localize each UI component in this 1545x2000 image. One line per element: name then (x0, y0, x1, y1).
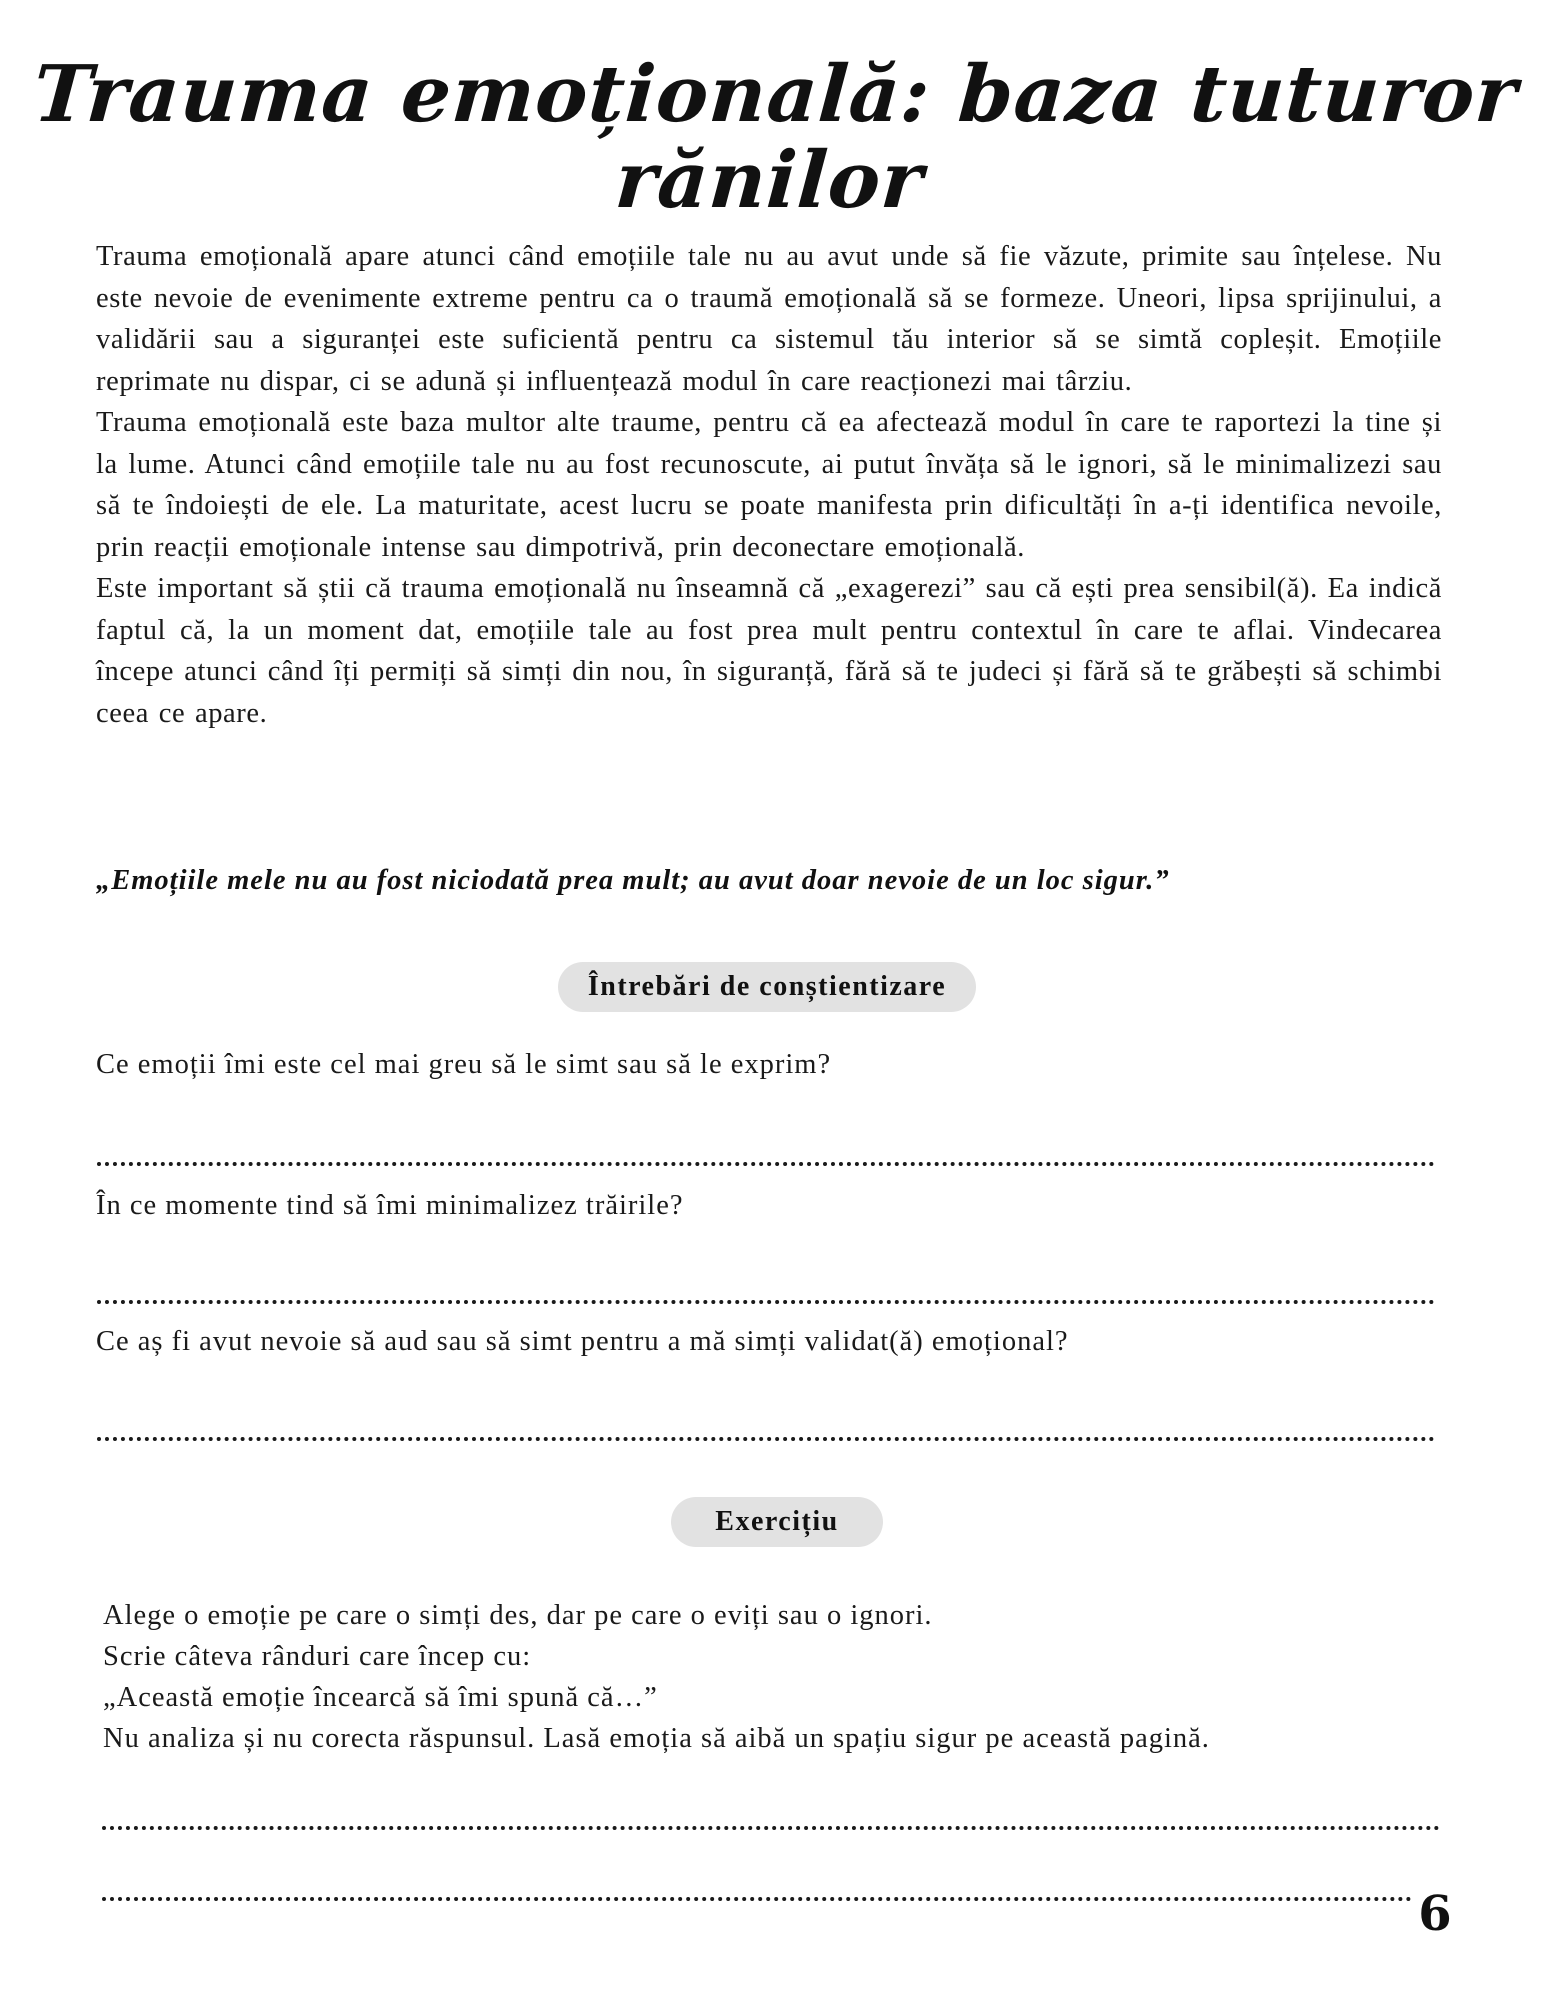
answer-line-2[interactable] (97, 1300, 1435, 1304)
exercise-answer-line-2[interactable] (102, 1897, 1412, 1901)
exercise-line-3: „Această emoție încearcă să îmi spună că…” (103, 1682, 658, 1713)
answer-line-3[interactable] (97, 1437, 1435, 1441)
intro-text (96, 236, 1442, 734)
page-title (0, 49, 1545, 226)
awareness-question-3: Ce aș fi avut nevoie să aud sau să simt pentru a mă simți validat(ă) emoțional? (96, 1326, 1069, 1357)
awareness-question-1: Ce emoții îmi este cel mai greu să le simt sau să le exprim? (96, 1049, 832, 1080)
paragraph-2: Trauma emoțională este baza multor alte traume, pentru că ea afectează modul în care te raportezi la tine și la lume. Atunci când emoțiile tale nu au fost recunoscute, ai putut învăța să le ignori, să le minimalizezi sau să te îndoiești de ele. La maturitate, acest lucru se poate manifesta prin dificultăți în a-ți identifica nevoile, prin reacții emoționale intense sau dimpotrivă, prin deconectare emoțională. (96, 407, 1442, 563)
exercise-answer-line-1[interactable] (102, 1826, 1440, 1830)
page-title-line-1: Trauma emoțională: baza tuturor (30, 49, 1521, 140)
page-number: 6 (1418, 1886, 1452, 1942)
paragraph-1: Trauma emoțională apare atunci când emoțiile tale nu au avut unde să fie văzute, primite sau înțelese. Nu este nevoie de evenimente extreme pentru ca o traumă emoțională să se formeze. Uneori, lipsa sprijinului, a validării sau a siguranței este suficientă pentru ca sistemul tău interior să se simtă copleșit. Emoțiile reprimate nu dispar, ci se adună și influențează modul în care reacționezi mai târziu. (96, 241, 1442, 397)
paragraph-3: Este important să știi că trauma emoțională nu înseamnă că „exagerezi” sau că ești prea sensibil(ă). Ea indică faptul că, la un moment dat, emoțiile tale au fost prea mult pentru contextul în care te aflai. Vindecarea începe atunci când îți permiți să simți din nou, în siguranță, fără să te judeci și fără să te grăbești să schimbi ceea ce apare. (96, 573, 1442, 729)
awareness-question-2: În ce momente tind să îmi minimalizez trăirile? (96, 1190, 684, 1221)
exercise-line-2: Scrie câteva rânduri care încep cu: (103, 1641, 532, 1672)
page-title-line-2: rănilor (612, 135, 927, 226)
exercise-line-4: Nu analiza și nu corecta răspunsul. Lasă emoția să aibă un spațiu sigur pe această pagină. (103, 1723, 1210, 1754)
exercise-line-1: Alege o emoție pe care o simți des, dar pe care o eviți sau o ignori. (103, 1600, 933, 1631)
affirmation-quote: „Emoțiile mele nu au fost niciodată prea mult; au avut doar nevoie de un loc sigur.” (96, 865, 1170, 896)
exercise-instructions (103, 1595, 1423, 1759)
exercise-heading: Exercițiu (671, 1497, 883, 1547)
awareness-questions-heading: Întrebări de conștientizare (558, 962, 976, 1012)
answer-line-1[interactable] (97, 1162, 1435, 1166)
